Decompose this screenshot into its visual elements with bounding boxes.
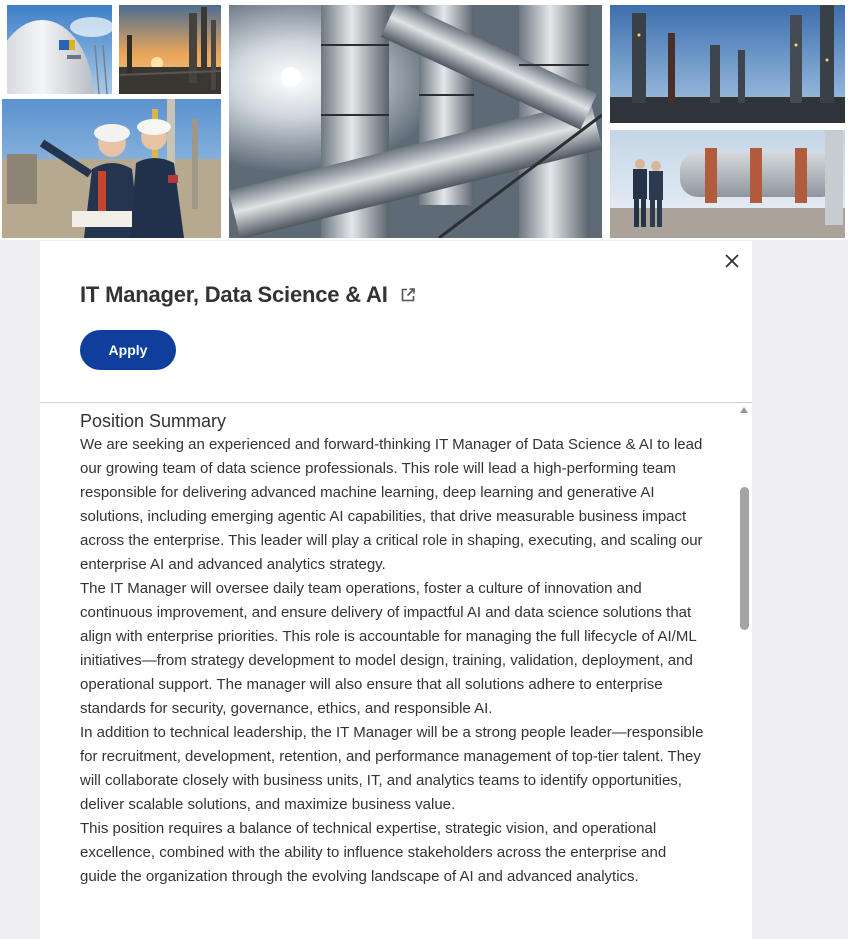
job-description-scroll-area[interactable]: [40, 403, 737, 939]
photo-storage-tank: [7, 5, 112, 94]
position-summary-heading: Position Summary: [80, 411, 227, 431]
scrollbar-thumb[interactable]: [740, 487, 749, 630]
photo-collage: [0, 0, 848, 240]
external-link[interactable]: [400, 287, 416, 303]
scrollbar[interactable]: [737, 403, 752, 939]
job-title: IT Manager, Data Science & AI: [80, 282, 388, 307]
close-button[interactable]: [721, 250, 743, 272]
description-paragraph: This position requires a balance of technical expertise, strategic vision, and operational excellence, combined with the ability to influence stakeholders across the enterprise and guide the organization through the evolving landscape of AI and advanced analytics.: [80, 820, 667, 885]
close-icon: [725, 254, 739, 268]
description-paragraph: In addition to technical leadership, the IT Manager will be a strong people leader—responsible for recruitment, development, retention, and performance management of top-tier talent. They will collaborate closely with business units, IT, and analytics teams to identify opportunities, deliver scalable solutions, and maximize business value.: [80, 724, 704, 813]
scroll-up-arrow-icon[interactable]: [740, 407, 748, 413]
description-paragraph: The IT Manager will oversee daily team operations, foster a culture of innovation and continuous improvement, and ensure delivery of impactful AI and data science solutions that align with enterprise priorities. This role is accountable for managing the full lifecycle of AI/ML initiatives—from strategy development to model design, training, validation, deployment, and operational support. The manager will also ensure that all solutions adhere to enterprise standards for security, governance, ethics, and responsible AI.: [80, 580, 697, 717]
description-paragraph: We are seeking an experienced and forward-thinking IT Manager of Data Science & AI to lead our growing team of data science professionals. This role will lead a high-performing team responsible for delivering advanced machine learning, deep learning and generative AI solutions, including emerging agentic AI capabilities, that drive measurable business impact across the enterprise. This leader will play a critical role in shaping, executing, and scaling our enterprise AI and advanced analytics strategy.: [80, 436, 703, 573]
photo-refinery-towers: [610, 5, 845, 123]
job-title-row: [80, 282, 416, 308]
job-description: [80, 409, 705, 889]
photo-industrial-pipes: [229, 5, 602, 238]
photo-refinery-sunset: [119, 5, 221, 94]
photo-workers-hardhats: [2, 99, 221, 238]
apply-button[interactable]: Apply: [80, 330, 176, 370]
job-header-panel: [40, 241, 752, 403]
photo-plant-workers: [610, 130, 845, 238]
external-link-icon: [400, 287, 416, 303]
